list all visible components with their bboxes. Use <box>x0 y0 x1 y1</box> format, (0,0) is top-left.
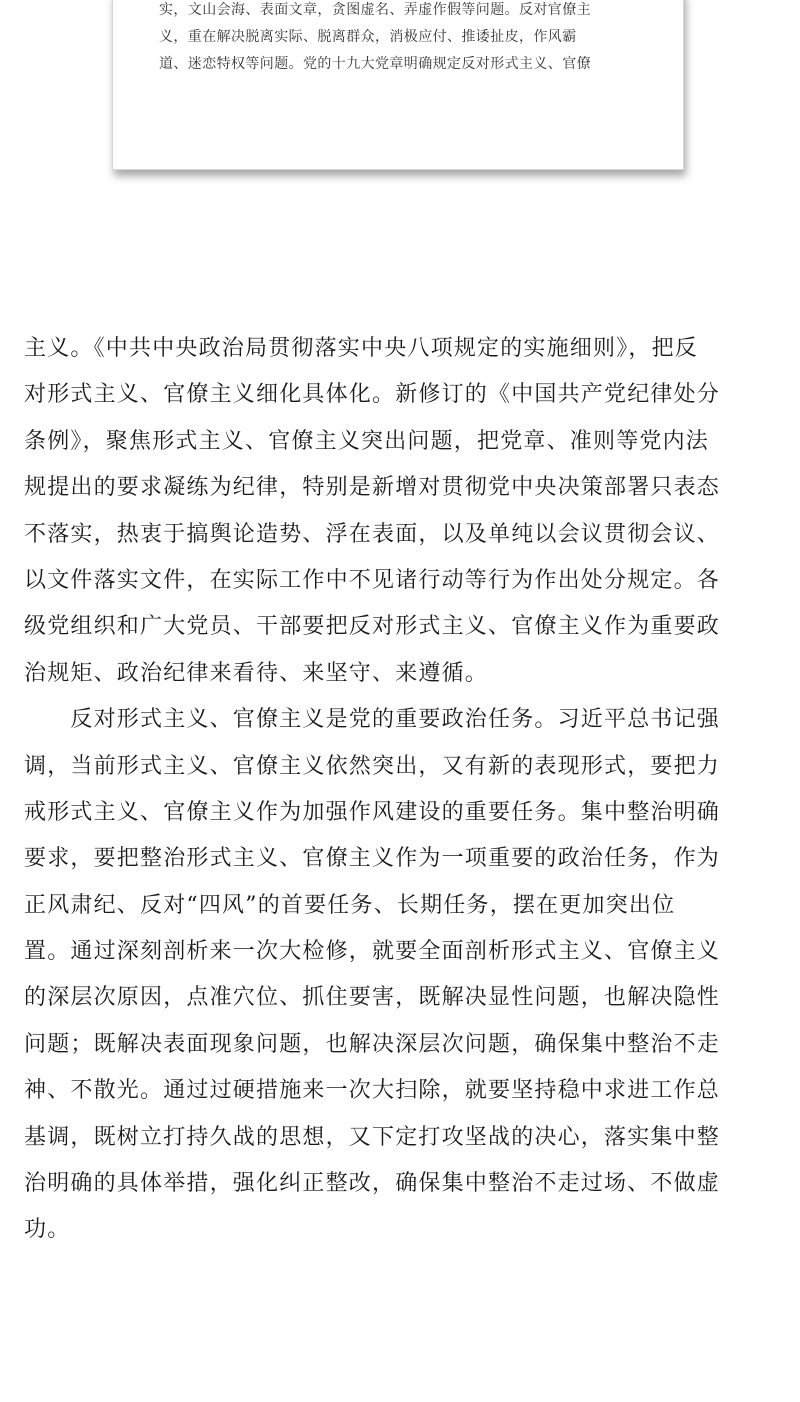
article-line: 对形式主义、官僚主义细化具体化。新修订的《中国共产党纪律处分 <box>24 382 721 408</box>
article-line: 调，当前形式主义、官僚主义依然突出，又有新的表现形式，要把力 <box>24 753 721 779</box>
article-line: 反对形式主义、官僚主义是党的重要政治任务。习近平总书记强 <box>24 707 721 733</box>
article-line: 神、不散光。通过过硬措施来一次大扫除，就要坚持稳中求进工作总 <box>24 1078 721 1104</box>
article-line: 条例》，聚焦形式主义、官僚主义突出问题，把党章、准则等党内法 <box>24 428 710 454</box>
article-line: 基调，既树立打持久战的思想，又下定打攻坚战的决心，落实集中整 <box>24 1124 721 1150</box>
preview-line: 义，重在解决脱离实际、脱离群众，消极应付、推诿扯皮，作风霸 <box>159 29 577 45</box>
article-line: 要求，要把整治形式主义、官僚主义作为一项重要的政治任务，作为 <box>24 846 721 872</box>
article-line: 以文件落实文件，在实际工作中不见诸行动等行为作出处分规定。各 <box>24 567 721 593</box>
article-line: 戒形式主义、官僚主义作为加强作风建设的重要任务。集中整治明确 <box>24 799 721 825</box>
article-line: 治明确的具体举措，强化纠正整改，确保集中整治不走过场、不做虚 <box>24 1171 721 1197</box>
article-line: 正风肃纪、反对“四风”的首要任务、长期任务，摆在更加突出位 <box>24 892 676 918</box>
document-preview-card <box>112 0 684 170</box>
article-line: 级党组织和广大党员、干部要把反对形式主义、官僚主义作为重要政 <box>24 614 721 640</box>
preview-line: 实，文山会海、表面文章，贪图虚名、弄虚作假等问题。反对官僚主 <box>159 2 591 18</box>
article-line: 置。通过深刻剖析来一次大检修，就要全面剖析形式主义、官僚主义 <box>24 939 721 965</box>
article-line: 规提出的要求凝练为纪律，特别是新增对贯彻党中央决策部署只表态 <box>24 475 721 501</box>
article-line: 治规矩、政治纪律来看待、来坚守、来遵循。 <box>24 660 489 686</box>
article-line: 问题；既解决表面现象问题，也解决深层次问题，确保集中整治不走 <box>24 1031 721 1057</box>
article-line: 主义。《中共中央政治局贯彻落实中央八项规定的实施细则》，把反 <box>24 336 699 361</box>
preview-line: 道、迷恋特权等问题。党的十九大党章明确规定反对形式主义、官僚 <box>159 56 591 72</box>
article-line: 不落实，热衷于搞舆论造势、浮在表面，以及单纯以会议贯彻会议、 <box>24 521 721 547</box>
article-line: 功。 <box>24 1217 71 1243</box>
article-line: 的深层次原因，点准穴位、抓住要害，既解决显性问题，也解决隐性 <box>24 985 721 1011</box>
preview-text <box>159 0 645 78</box>
article-body <box>24 326 780 1254</box>
